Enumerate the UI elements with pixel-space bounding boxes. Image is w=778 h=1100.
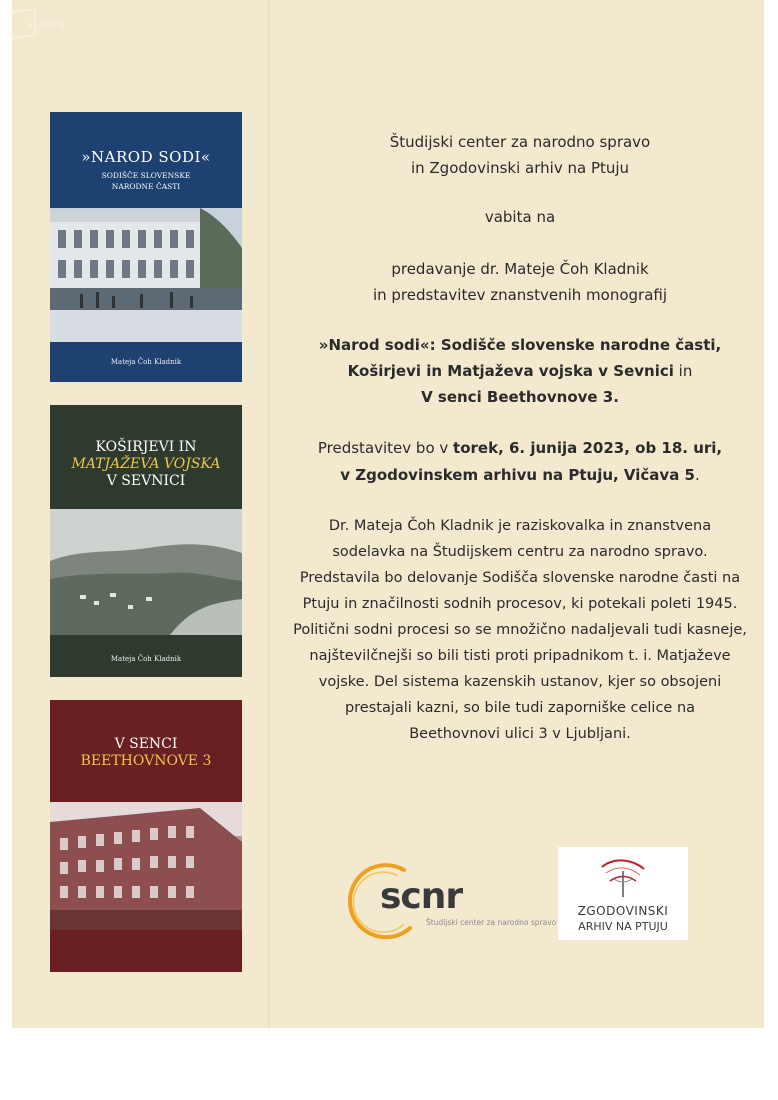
book-cover-kosirjevi [50,405,242,677]
watermark-logo: kultura [6,6,70,36]
courthouse-photo [50,208,242,342]
valley-photo [50,509,242,635]
lecture-description: predavanje dr. Mateje Čoh Kladnik in predstavitev znanstvenih monografij [372,260,668,304]
monograph-titles: »Narod sodi«: Sodišče slovenske narodne časti, Koširjevi in Matjaževa vojska v Sevnici in V senci Beethovnove 3. [318,336,722,406]
zgodovinski-arhiv-logo: ZGODOVINSKI ARHIV NA PTUJU [558,847,688,940]
book-author: Mateja Čoh Kladnik [110,655,182,663]
book-subtitle: SODIŠČE SLOVENSKE NARODNE ČASTI [101,171,191,191]
book-author: Mateja Čoh Kladnik [110,358,182,366]
book-cover-narod-sodi [50,112,242,382]
scnr-logo: scnr Študijski center za narodno spravo [344,860,564,944]
book-cover-v-senci [50,700,242,972]
book-title: »NAROD SODI« [81,148,211,166]
event-date-place: Predstavitev bo v torek, 6. junija 2023, ob 18. uri, v Zgodovinskem arhivu na Ptuju, Vičava 5. [317,439,723,484]
building-photo [50,802,242,930]
book-title: V SENCI BEETHOVNOVE 3 [80,736,212,769]
invite-phrase: vabita na [484,208,556,226]
speaker-bio: Dr. Mateja Čoh Kladnik je raziskovalka in znanstvena sodelavka na Študijskem centru za narodno spravo. Predstavila bo delovanje Sodišča slovenske narodne časti na Ptuju in značilnosti sodnih procesov, ki potekali poleti 1945. Politični sodni procesi so se množično nadaljevali tudi kasneje, najštevilčnejši so bili tisti proti pripadnikom t. i. Matjaževe vojske. Del sistema kazenskih ustanov, kjer so obsojeni prestajali kazni, so bile tudi zaporniške celice na Beethovnovi ulici 3 v Ljubljani. [293,518,747,742]
organizers: Študijski center za narodno spravo in Zgodovinski arhiv na Ptuju [389,133,651,177]
archive-emblem-icon [596,853,650,901]
book-title: KOŠIRJEVI IN MATJAŽEVA VOJSKA V SEVNICI [71,439,221,489]
